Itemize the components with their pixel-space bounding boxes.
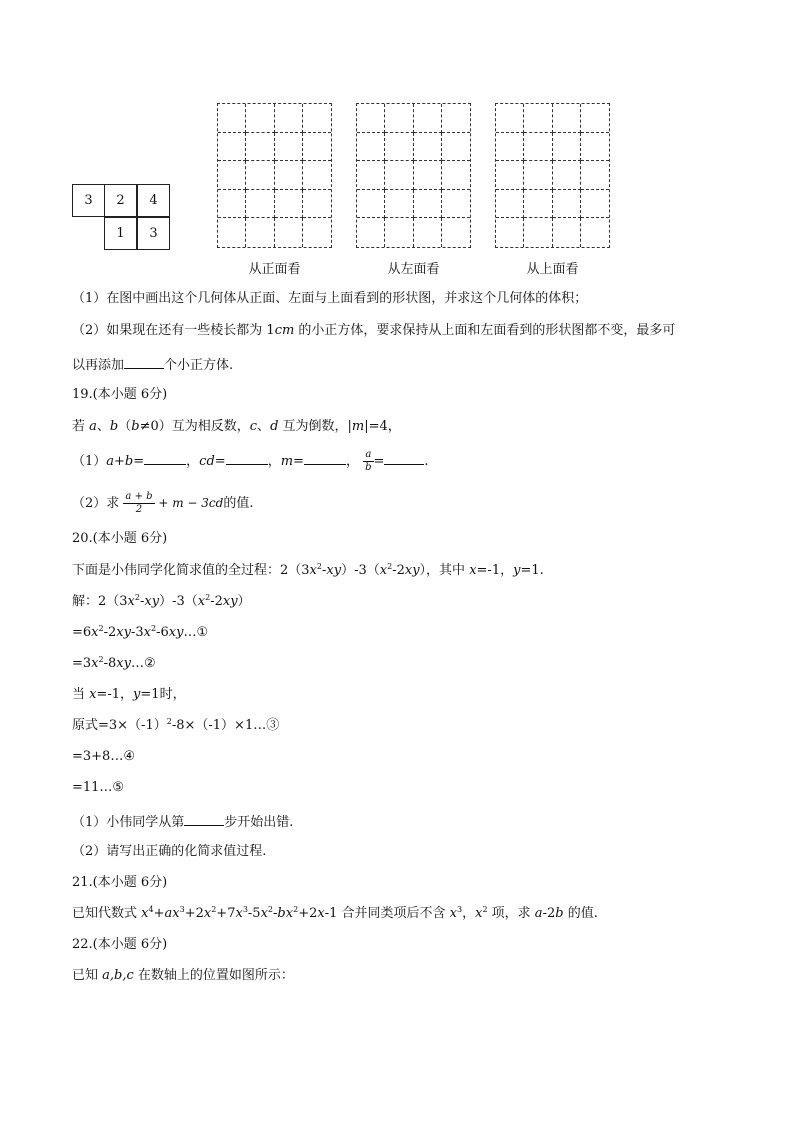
grid-cell [581,218,609,247]
answer-blank[interactable] [144,450,186,465]
grid-cell [275,133,303,162]
grid-cell [218,190,246,219]
grid-cell [553,104,581,133]
grid-cell [275,161,303,190]
grid-cell [442,161,470,190]
q21-text: 已知代数式 $x^4+ax^3+2x^2+7x^3-5x^2-bx^2+2x-1$ 合并同类项后不含 $x^3$，$x^2$ 项，求 a-2b 的值. [72,905,598,921]
answer-blank[interactable] [304,450,346,465]
grid-cell [275,190,303,219]
grid-cell [524,218,552,247]
grid-cell [218,104,246,133]
grid-cell [581,133,609,162]
fraction-a-plus-b-over-2: $\frac{a + b}{2}$ [125,491,153,515]
grid-cell [303,190,331,219]
q20-step2: $=3x^2-8xy\dots ②$ [72,655,156,671]
fraction-a-over-b: $\frac{a}{b}$ [365,449,372,473]
q20-intro: 下面是小伟同学化简求值的全过程：$2(3x^2-xy)-3(x^2-2xy)$，其中 x=-1，y=1. [72,562,544,578]
grid-cell [246,133,274,162]
grid-cell [496,133,524,162]
grid-cell [414,190,442,219]
grid-cell [524,161,552,190]
front-view-grid [217,103,332,248]
answer-blank[interactable] [124,354,164,369]
top-view-cell: 3 [72,184,105,217]
grid-cell [303,133,331,162]
grid-cell [414,161,442,190]
grid-cell [303,104,331,133]
q21-header: 21.(本小题 6分) [72,875,168,890]
left-view-grid [356,103,471,248]
grid-cell [357,161,385,190]
grid-cell [357,133,385,162]
grid-cell [553,161,581,190]
grid-cell [553,133,581,162]
q22-text: 已知 a,b,c 在数轴上的位置如图所示： [72,968,294,983]
grid-cell [442,190,470,219]
grid-cell [524,133,552,162]
q20-part1: （1）小伟同学从第 步开始出错. [72,811,293,832]
q20-step1: $=6x^2-2xy-3x^2-6xy\dots ①$ [72,624,209,640]
grid-cell [385,161,413,190]
q18-part2-line2: 以再添加 个小正方体. [72,354,233,375]
answer-blank[interactable] [184,811,224,826]
answer-blank[interactable] [384,450,424,465]
grid-cell [496,218,524,247]
grid-cell [581,104,609,133]
grid-cell [553,190,581,219]
grid-cell [218,133,246,162]
q20-step4: =3+8…④ [72,749,135,764]
grid-cell [246,190,274,219]
grid-cell [524,104,552,133]
grid-cell [442,218,470,247]
top-view-cell: 1 [104,217,137,250]
q20-part2: （2）请写出正确的化简求值过程. [72,844,267,859]
grid-cell [357,104,385,133]
grid-cell [385,104,413,133]
grid-cell [414,218,442,247]
grid-cell [442,133,470,162]
grid-cell [218,218,246,247]
grid-cell [246,161,274,190]
q19-intro: 若 a、b（b≠0）互为相反数，c、d 互为倒数，|m|=4， [72,419,401,434]
q20-solution-start: 解：$2(3x^2-xy)-3(x^2-2xy)$ [72,593,251,609]
grid-cell [357,190,385,219]
grid-cell [581,161,609,190]
grid-cell [496,190,524,219]
grid-cell [496,104,524,133]
q19-part1: （1）a+b= ，cd= ，m= ， $\frac{a}{b}$ = . [72,449,429,473]
grid-cell [218,161,246,190]
grid-cell [246,218,274,247]
grid-cell [414,104,442,133]
grid-cell [414,133,442,162]
grid-cell [553,218,581,247]
grid-cell [246,104,274,133]
q20-when: 当 x=-1，y=1时， [72,687,186,702]
grid-cell [385,218,413,247]
top-view-grid [495,103,610,248]
grid-cell [275,104,303,133]
answer-blank[interactable] [226,450,268,465]
grid-cell [496,161,524,190]
top-view-cell: 4 [137,184,170,217]
top-view-label: 从上面看 [526,262,579,277]
q20-step3: 原式$=3\times(-1)^2-8\times(-1)\times 1\dots ③$ [72,717,280,733]
q22-header: 22.(本小题 6分) [72,937,168,952]
q18-part1: （1）在图中画出这个几何体从正面、左面与上面看到的形状图，并求这个几何体的体积； [72,291,588,306]
top-view-cell: 2 [104,184,137,217]
grid-cell [275,218,303,247]
q20-header: 20.(本小题 6分) [72,531,168,546]
grid-cell [303,161,331,190]
grid-cell [581,190,609,219]
q19-part2: （2）求 $\frac{a + b}{2}$ + m − 3cd的值. [72,491,254,515]
grid-cell [385,190,413,219]
q18-part2-line1: （2）如果现在还有一些棱长都为 1cm 的小正方体，要求保持从上面和左面看到的形状图都不变，最多可 [72,323,676,338]
q20-step5: =11…⑤ [72,780,125,795]
front-view-label: 从正面看 [248,262,301,277]
top-view-cell: 3 [137,217,170,250]
q19-header: 19.(本小题 6分) [72,387,168,402]
grid-cell [385,133,413,162]
grid-cell [357,218,385,247]
grid-cell [442,104,470,133]
grid-cell [524,190,552,219]
grid-cell [303,218,331,247]
left-view-label: 从左面看 [387,262,440,277]
